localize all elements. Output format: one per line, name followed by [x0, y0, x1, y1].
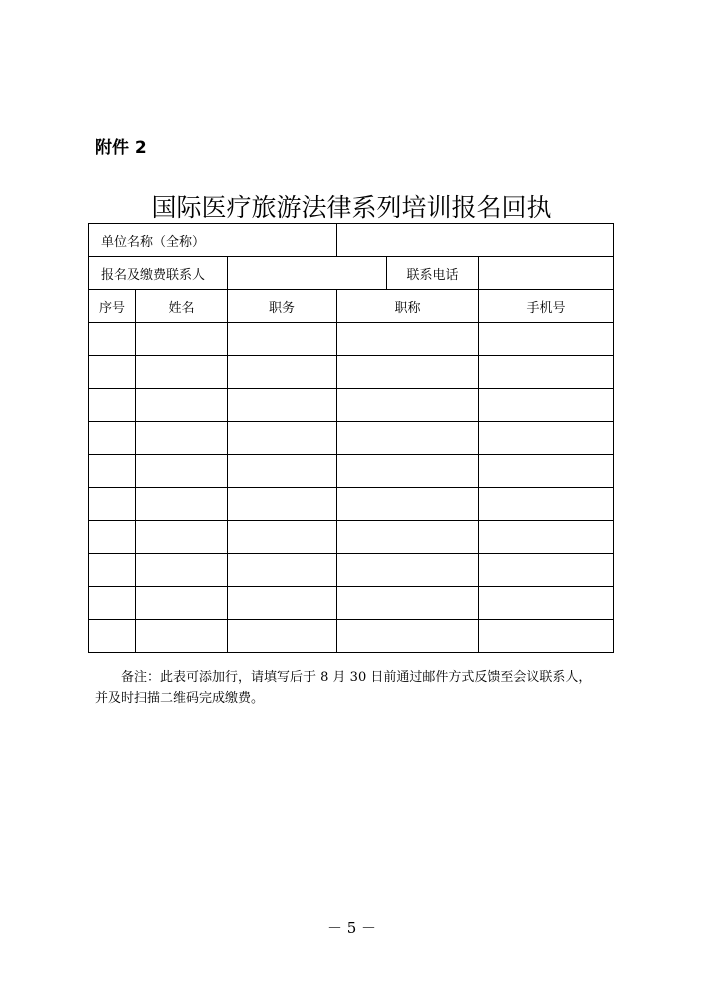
page-number: － 5 － — [326, 919, 377, 937]
column-header-serial: 序号 — [89, 290, 136, 323]
header-row — [89, 290, 614, 323]
column-header-name: 姓名 — [136, 290, 228, 323]
table-cell-position[interactable] — [228, 323, 337, 356]
table-cell-serial[interactable] — [89, 488, 136, 521]
column-header-position: 职务 — [228, 290, 337, 323]
table-cell-title[interactable] — [337, 488, 479, 521]
table-cell-position[interactable] — [228, 488, 337, 521]
column-header-title: 职称 — [337, 290, 479, 323]
table-cell-title[interactable] — [337, 422, 479, 455]
table-row — [89, 620, 614, 653]
table-cell-title[interactable] — [337, 587, 479, 620]
table-cell-position[interactable] — [228, 422, 337, 455]
attachment-label: 附件 2 — [95, 138, 147, 158]
table-cell-mobile[interactable] — [479, 422, 614, 455]
contact-row — [89, 257, 614, 290]
table-cell-mobile[interactable] — [479, 521, 614, 554]
table-row — [89, 356, 614, 389]
table-cell-name[interactable] — [136, 521, 228, 554]
table-cell-serial[interactable] — [89, 422, 136, 455]
table-cell-serial[interactable] — [89, 521, 136, 554]
table-row — [89, 455, 614, 488]
table-row — [89, 389, 614, 422]
column-header-mobile: 手机号 — [479, 290, 614, 323]
table-cell-name[interactable] — [136, 587, 228, 620]
table-cell-serial[interactable] — [89, 620, 136, 653]
table-cell-name[interactable] — [136, 323, 228, 356]
page-title: 国际医疗旅游法律系列培训报名回执 — [151, 193, 552, 222]
unit-name-row — [89, 224, 614, 257]
unit-name-label: 单位名称（全称） — [89, 224, 337, 257]
data-rows — [89, 323, 614, 653]
table-cell-name[interactable] — [136, 488, 228, 521]
table-cell-position[interactable] — [228, 455, 337, 488]
table-row — [89, 488, 614, 521]
table-cell-title[interactable] — [337, 389, 479, 422]
contact-label: 报名及缴费联系人 — [89, 257, 228, 290]
table-cell-position[interactable] — [228, 389, 337, 422]
table-row — [89, 554, 614, 587]
unit-name-field[interactable] — [337, 224, 614, 257]
note-line-1: 备注：此表可添加行，请填写后于 8 月 30 日前通过邮件方式反馈至会议联系人， — [121, 670, 592, 685]
table-cell-serial[interactable] — [89, 356, 136, 389]
table-cell-title[interactable] — [337, 356, 479, 389]
table-cell-mobile[interactable] — [479, 620, 614, 653]
table-row — [89, 422, 614, 455]
table-cell-mobile[interactable] — [479, 488, 614, 521]
note-line-2: 并及时扫描二维码完成缴费。 — [95, 691, 265, 706]
table-cell-mobile[interactable] — [479, 323, 614, 356]
table-row — [89, 521, 614, 554]
table-cell-mobile[interactable] — [479, 389, 614, 422]
table-cell-position[interactable] — [228, 620, 337, 653]
table-cell-position[interactable] — [228, 521, 337, 554]
table-cell-title[interactable] — [337, 455, 479, 488]
table-cell-name[interactable] — [136, 554, 228, 587]
table-cell-position[interactable] — [228, 356, 337, 389]
table-cell-name[interactable] — [136, 620, 228, 653]
table-cell-name[interactable] — [136, 422, 228, 455]
table-row — [89, 323, 614, 356]
table-cell-serial[interactable] — [89, 323, 136, 356]
table-cell-position[interactable] — [228, 587, 337, 620]
table-cell-serial[interactable] — [89, 587, 136, 620]
phone-field[interactable] — [479, 257, 614, 290]
table-cell-mobile[interactable] — [479, 554, 614, 587]
table-cell-title[interactable] — [337, 554, 479, 587]
table-cell-name[interactable] — [136, 356, 228, 389]
table-row — [89, 587, 614, 620]
table-cell-title[interactable] — [337, 323, 479, 356]
note — [95, 667, 615, 709]
phone-label: 联系电话 — [387, 257, 479, 290]
table-cell-name[interactable] — [136, 455, 228, 488]
table-cell-mobile[interactable] — [479, 455, 614, 488]
table-cell-position[interactable] — [228, 554, 337, 587]
contact-field[interactable] — [228, 257, 387, 290]
table-cell-serial[interactable] — [89, 389, 136, 422]
table-cell-serial[interactable] — [89, 554, 136, 587]
table-cell-mobile[interactable] — [479, 356, 614, 389]
table-cell-serial[interactable] — [89, 455, 136, 488]
table-cell-title[interactable] — [337, 620, 479, 653]
table-cell-mobile[interactable] — [479, 587, 614, 620]
table-cell-name[interactable] — [136, 389, 228, 422]
table-cell-title[interactable] — [337, 521, 479, 554]
registration-form-table — [88, 223, 614, 653]
